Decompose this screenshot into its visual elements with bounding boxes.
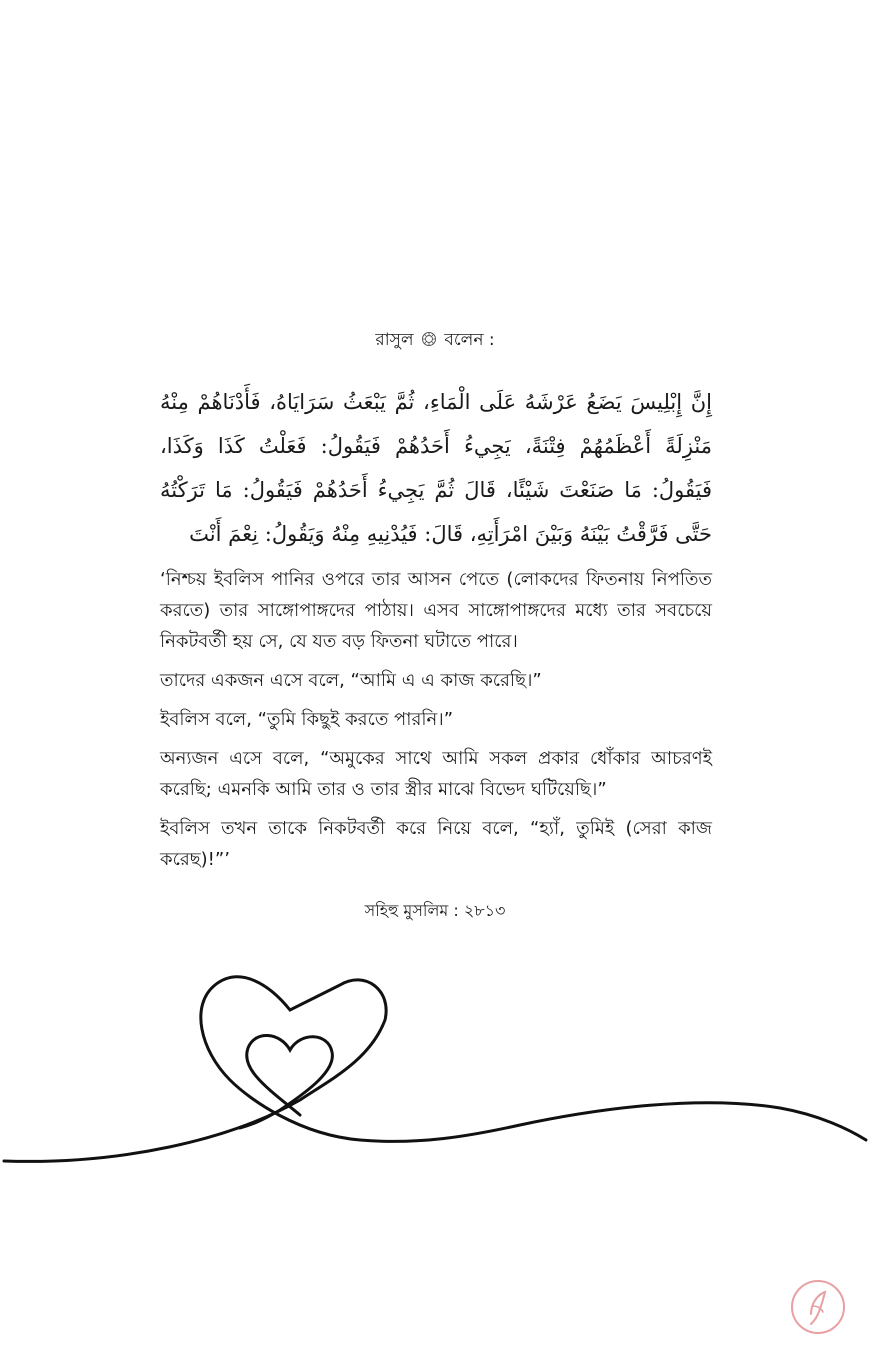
hadith-reference: সহিহু মুসলিম : ২৮১৩ bbox=[364, 901, 506, 920]
heart-line-ornament bbox=[0, 960, 870, 1180]
translation-paragraph: ইবলিস বলে, “তুমি কিছুই করতে পারনি।” bbox=[160, 709, 454, 730]
intro-prefix: রাসুল bbox=[375, 330, 414, 350]
translation-paragraph: ইবলিস তখন তাকে নিকটবর্তী করে নিয়ে বলে, “হ্যাঁ, তুমিই (সেরা কাজ করেছ)!”’ bbox=[160, 818, 712, 870]
salawat-icon bbox=[421, 328, 437, 344]
intro-line bbox=[0, 326, 870, 354]
hadith-arabic-text: إِنَّ إِبْلِيسَ يَضَعُ عَرْشَهُ عَلَى الْمَاءِ، ثُمَّ يَبْعَثُ سَرَايَاهُ، فَأَدْنَاهُمْ مِنْهُ مَنْزِلَةً أَعْظَمُهُمْ فِتْنَةً، يَجِيءُ أَحَدُهُمْ فَيَقُولُ: فَعَلْتُ كَذَا وَكَذَا، فَيَقُولُ: مَا صَنَعْتَ شَيْئًا، قَالَ ثُمَّ يَجِيءُ أَحَدُهُمْ فَيَقُولُ: مَا تَرَكْتُهُ حَتَّى فَرَّقْتُ بَيْنَهُ وَبَيْنَ امْرَأَتِهِ، قَالَ: فَيُدْنِيهِ مِنْهُ وَيَقُولُ: نِعْمَ أَنْتَ bbox=[160, 390, 712, 546]
publisher-logo-icon bbox=[789, 1278, 847, 1336]
intro-suffix: বলেন : bbox=[444, 330, 495, 350]
translation-paragraph: তাদের একজন এসে বলে, “আমি এ এ কাজ করেছি।” bbox=[160, 670, 542, 691]
hadith-translation bbox=[160, 564, 712, 883]
translation-paragraph: ‘নিশ্চয় ইবলিস পানির ওপরে তার আসন পেতে (লোকদের ফিতনায় নিপতিত করতে) তার সাঙ্গোপাঙ্গদের পাঠায়। এসব সাঙ্গোপাঙ্গদের মধ্যে তার সবচেয়ে নিকটবর্তী হয় সে, যে যত বড় ফিতনা ঘটাতে পারে। bbox=[160, 569, 712, 652]
translation-paragraph: অন্যজন এসে বলে, “অমুকের সাথে আমি সকল প্রকার ধোঁকার আচরণই করেছি; এমনকি আমি তার ও তার স্ত্রীর মাঝে বিভেদ ঘটিয়েছি।” bbox=[160, 748, 712, 800]
